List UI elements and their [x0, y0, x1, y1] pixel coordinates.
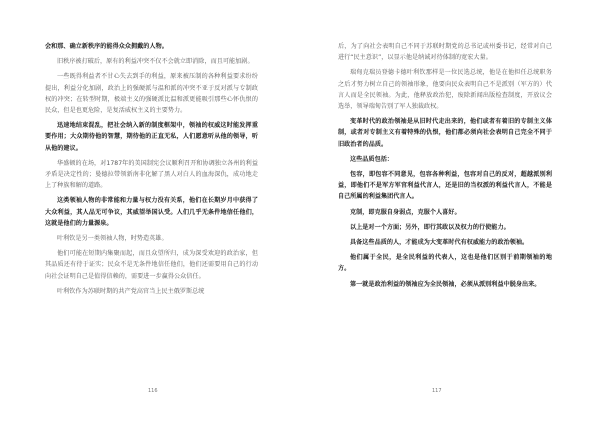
paragraph: 后，为了向社会表明自己不同于苏联时期党的总书记或州委书记，经常对自己进行“民主意识”，以显示他是纳诚对待体制的宽宏大量。: [338, 43, 552, 62]
paragraph: 这些品质包括：: [350, 155, 394, 163]
paragraph: 瑞甸克瑞员登德卡德叶利钦那样是一位民选总统，他是在他担任总统职务之后才努力树立自己的领袖形象，他要向民众表明自己不是派别（军方的）代言人而是全民领袖。为此，他释放政治犯，废除新闻出版检查制度，开放议会选举，领导瑞甸告别了军人独裁政权。: [338, 69, 552, 111]
paragraph: 包容，即包容不同意见，包容各种利益，包容对自己的反对，超越派别利益，即他们不是军方军官利益代言人，还是旧的当权派的利益代言人，不能是自己所属的利益集团代言人。: [338, 171, 552, 201]
paragraph: 叶利钦是另一类领袖人物，时势造英雄。: [57, 235, 168, 243]
paragraph: 旧秩序被打破后，原有的利益冲突不仅不会就立即消除，而且可能加剧。: [57, 58, 254, 66]
paragraph: 第一就是政治利益的领袖应为全民领袖，必须从派别利益中脱身出来。: [350, 280, 541, 288]
page-number-right: 117: [432, 388, 442, 394]
paragraph: 以上是对一个方面；另外，即行其政以及权力的行使能力。: [350, 223, 510, 231]
paragraph: 会和那、确立新秩序的能得众众拥戴的人物。: [45, 43, 168, 50]
paragraph: 迅速地结束混乱，把社会纳入新的制度框架中，领袖的权威这时能发挥重要作用；大众期待他的智慧，期待他的正直无私，人们愿意听从他的领导，听从他的建议。: [45, 122, 258, 152]
paragraph: 叶利钦作为苏联时期的共产党高官当上民主俄罗斯总统: [57, 287, 205, 295]
page-number-left: 116: [148, 388, 158, 394]
paragraph: 华盛顿的在场，对1787年的美国制宪会议顺利召开和协调独立各州的利益矛盾是决定性的；曼德拉带领新南非化解了黑人对白人的血海深仇，成功地走上了种族和解的道路。: [45, 159, 258, 190]
right-page: [300, 0, 600, 421]
paragraph: 变革时代的政治领袖是从旧时代走出来的，他们或者有着旧的专制主义体制，或者对专制主义有着特殊的仇恨，他们都必须向社会表明自己完全不同于旧政治者的品质。: [338, 118, 552, 148]
paragraph: 他们可能在短期内集聚而起，而且众望所归，成为深受欢迎的政治家，但其品质还有待于证实；民众不是无条件地信任他们，他们还需要用自己的行动向社会证明自己是值得信赖的，需要进一步赢得公众信任。: [45, 250, 258, 280]
paragraph: 他们属于全民，是全民利益的代表人，这也是他们区别于前期领袖的地方。: [338, 254, 552, 273]
paragraph: 克制，即克服自身弱点，克服个人喜好。: [350, 208, 461, 216]
paragraph: 一些既得利益者不甘心失去到手的利益，原来被压制的各种利益要求纷纷提出，利益分化加剧，政治上的强硬派与温和派的冲突不亚于反对派与专制政权的冲突；在转型时期，极端主义的强硬派比温和派更能吸引那些心怀仇恨的民众，但是也更危险，是复活威权主义的主要势力。: [45, 73, 258, 115]
paragraph: 具备这些品质的人，才能成为大变革时代有权威能力的政治领袖。: [350, 239, 529, 247]
paragraph: 这类领袖人物的非常能和力量与权力没有关系，他们在长期岁月中获得了大众利益，其人品无可争议，其威望举国认受。人们几乎无条件地信任他们，这就是他们的力量源泉。: [45, 197, 258, 227]
left-page-body: [45, 41, 258, 297]
right-page-body: [338, 41, 552, 290]
